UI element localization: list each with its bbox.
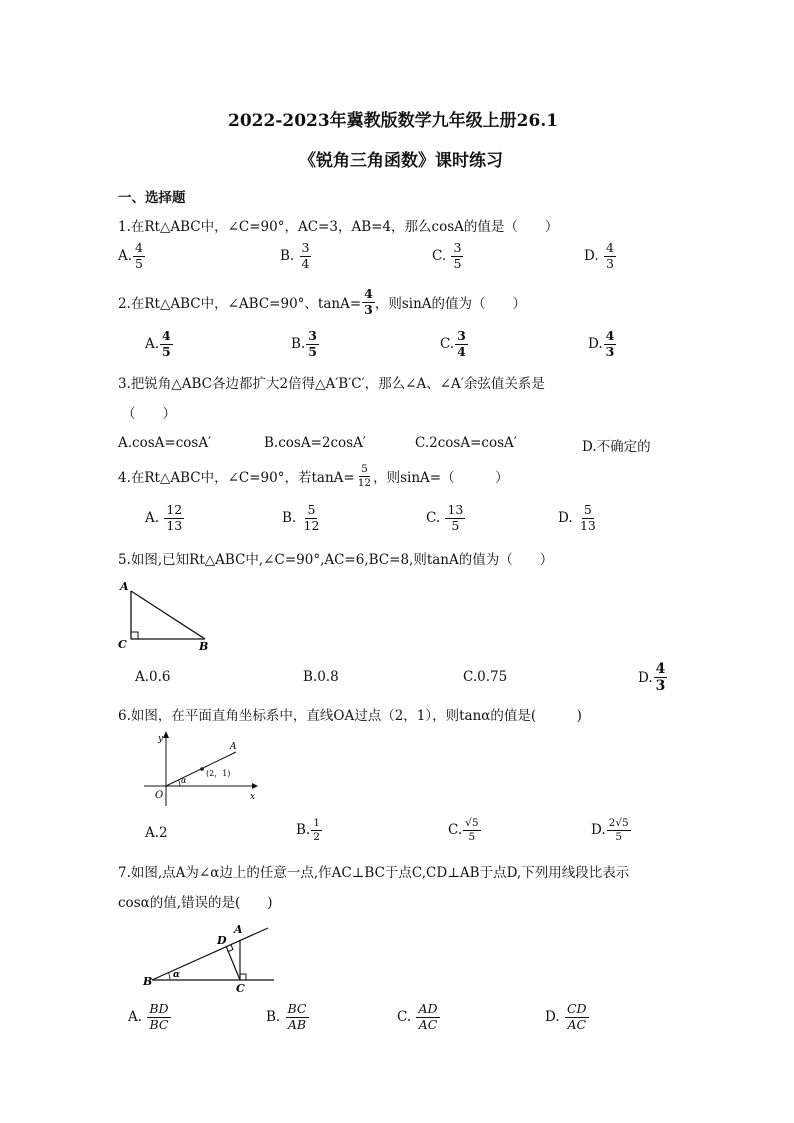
option-label: C. [397,1009,412,1025]
q7-option-d[interactable] [545,1003,589,1031]
option-label: B. [280,248,295,264]
q6-coordinate-figure [140,728,265,808]
stem-text: 2.在Rt△ABC中，∠ABC=90°、tanA= [118,296,362,312]
fraction: $\frac{3}{4}$ [301,240,310,271]
fraction: $\frac{AD}{AC}$ [418,1001,438,1032]
q2-option-a[interactable] [145,330,173,358]
q3-option-d[interactable]: D.不确定的 [582,439,651,455]
option-label: A. [145,510,160,526]
fraction: $\frac{1}{2}$ [313,817,320,843]
ray-ba [152,928,268,980]
fraction: $\frac{√5}{5}$ [465,817,479,843]
q1-option-d[interactable] [584,242,616,270]
fraction: $\frac{2√5}{5}$ [608,817,629,843]
q5-option-d[interactable] [638,662,667,693]
q2-option-d[interactable] [588,330,616,358]
option-label: C. [448,822,463,838]
option-label: A. [128,1009,143,1025]
label-x: x [250,792,256,802]
label-b: B [199,640,209,653]
label-alpha: α [173,970,180,980]
option-label: D. [588,336,603,352]
question-2-stem [118,288,526,316]
label-o: O [155,790,164,801]
q4-option-b[interactable] [282,504,321,532]
label-b: B [143,975,153,988]
right-angle-c [240,974,246,980]
q2-option-b[interactable] [291,330,319,358]
angle-arc [179,780,180,786]
fraction: $\frac{CD}{AC}$ [566,1001,587,1032]
question-4-stem [118,464,509,488]
fraction: $\frac{4}{3}$ [605,240,614,271]
q2-option-c[interactable] [440,330,468,358]
fraction: $\frac{BD}{BC}$ [149,1001,169,1032]
option-label: C. [440,336,455,352]
side-ab [131,591,205,639]
fraction: $\frac{5}{13}$ [579,502,596,533]
fraction: $\frac{4}{3}$ [605,328,615,359]
question-7-stem-line-2: cosα的值,错误的是( ) [118,895,273,911]
option-label: B. [282,510,297,526]
question-5-stem: 5.如图,已知Rt△ABC中,∠C=90°,AC=6,BC=8,则tanA的值为（ ） [118,552,554,568]
q5-triangle-figure [115,575,215,655]
stem-text: ，则sinA的值为（ ） [374,296,527,312]
label-a: A [234,923,243,936]
question-3-paren: （ ） [122,406,176,422]
q7-angle-figure [140,918,280,993]
section-heading: 一、选择题 [118,190,186,206]
fraction: $\frac{5}{12}$ [357,463,372,489]
q4-option-c[interactable] [426,504,465,532]
option-label: D. [591,822,606,838]
stem-text: 4.在Rt△ABC中，∠C=90°，若tanA= [118,470,355,486]
q6-option-b[interactable] [296,818,322,842]
q3-option-a[interactable]: A.cosA=cosA′ [118,435,212,451]
q1-option-c[interactable] [432,242,463,270]
q5-option-c[interactable]: C.0.75 [463,669,508,685]
fraction: $\frac{5}{12}$ [303,502,320,533]
option-label: B. [291,336,306,352]
q3-option-b[interactable]: B.cosA=2cosA′ [264,435,366,451]
option-label: D. [638,669,653,686]
q1-option-a[interactable] [118,242,145,270]
option-label: B. [296,822,311,838]
label-y: y [158,734,164,744]
question-7-stem-line-1: 7.如图,点A为∠α边上的任意一点,作AC⊥BC于点C,CD⊥AB于点D,下列用线段比表示 [118,865,630,881]
y-axis-arrow [163,731,169,738]
label-a: A [120,580,129,593]
x-axis-arrow [252,783,258,789]
option-label: B. [266,1009,281,1025]
stem-text: ，则sinA=（ ） [373,470,509,486]
q1-option-b[interactable] [280,242,311,270]
fraction: $\frac{4}{3}$ [364,286,373,317]
label-c: C [236,982,245,993]
fraction: $\frac{12}{13}$ [166,502,183,533]
fraction: $\frac{4}{3}$ [655,661,666,694]
q4-option-d[interactable] [558,504,598,532]
fraction: $\frac{3}{5}$ [453,240,462,271]
q6-option-d[interactable] [591,818,631,842]
fraction: $\frac{4}{5}$ [162,328,171,359]
q6-option-c[interactable] [448,818,481,842]
right-angle-mark [131,632,138,639]
point-2-1 [200,767,204,771]
option-label: A. [145,336,160,352]
q7-option-c[interactable] [397,1003,440,1031]
q7-option-a[interactable] [128,1003,171,1031]
q4-option-a[interactable] [145,504,184,532]
angle-arc [169,973,171,981]
option-label: C. [426,510,441,526]
fraction: $\frac{4}{5}$ [135,240,143,271]
label-c: C [118,638,127,651]
question-3-stem: 3.把锐角△ABC各边都扩大2倍得△A′B′C′，那么∠A、∠A′余弦值关系是 [118,376,545,392]
title-line-2: 《锐角三角函数》课时练习 [299,151,503,171]
label-point: (2，1) [206,769,231,778]
option-label: A. [118,248,133,264]
question-6-stem: 6.如图，在平面直角坐标系中，直线OA过点（2，1），则tanα的值是( ) [118,708,582,724]
fraction: $\frac{13}{5}$ [447,502,464,533]
q7-option-b[interactable] [266,1003,309,1031]
q3-option-c[interactable]: C.2cosA=cosA′ [415,435,517,451]
title-line-1: 2022-2023年冀教版数学九年级上册26.1 [228,111,559,131]
label-alpha: α [181,776,187,785]
label-d: D [217,934,227,947]
q5-option-a[interactable]: A.0.6 [135,669,171,685]
option-label: D. [584,248,599,264]
fraction: $\frac{3}{4}$ [457,328,466,359]
fraction: $\frac{BC}{AB}$ [287,1001,307,1032]
fraction: $\frac{3}{5}$ [308,328,317,359]
question-1-stem: 1.在Rt△ABC中，∠C=90°，AC=3，AB=4，那么cosA的值是（ ） [118,219,559,235]
label-a: A [230,742,237,752]
option-label: D. [545,1009,560,1025]
option-label: C. [432,248,447,264]
q5-option-b[interactable]: B.0.8 [303,669,339,685]
q6-option-a[interactable]: A.2 [145,825,168,841]
option-label: D. [558,510,573,526]
